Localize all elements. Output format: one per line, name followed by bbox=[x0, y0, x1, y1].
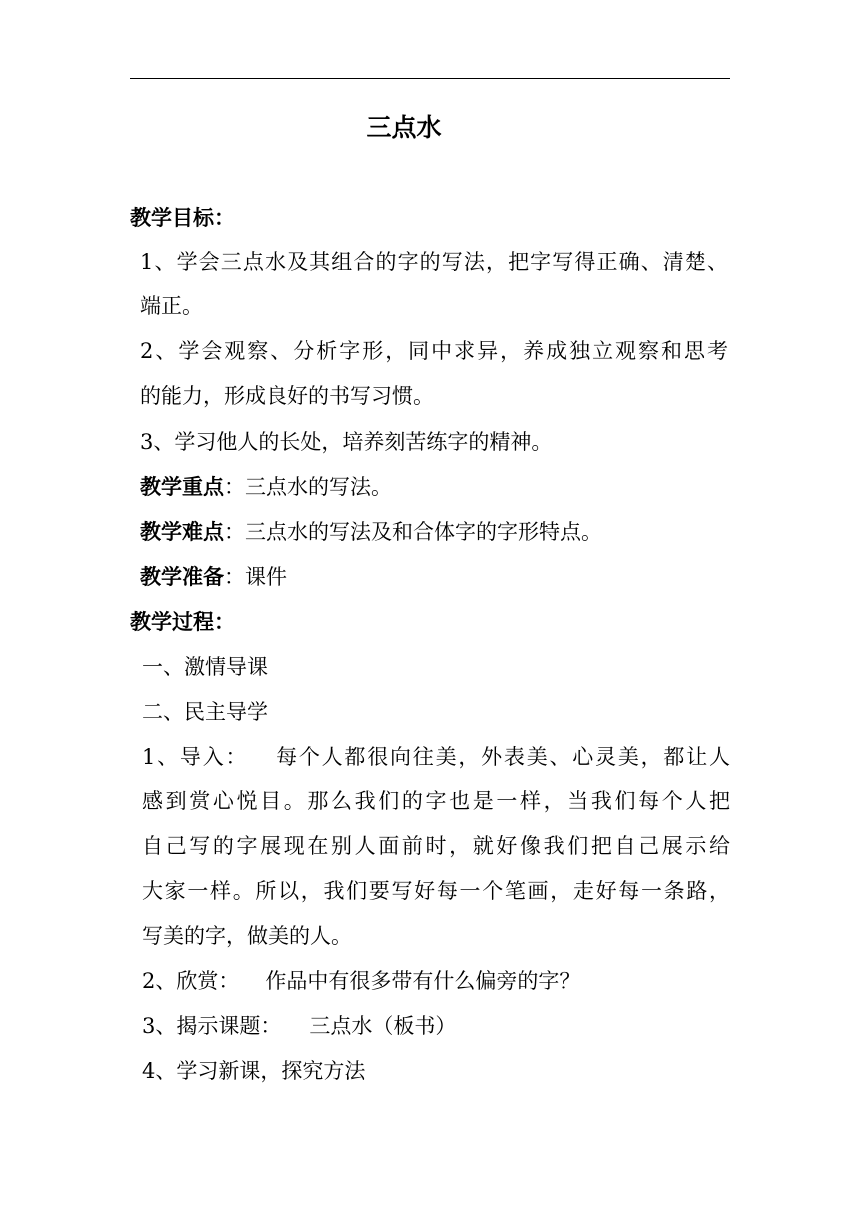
process-part-2: 二、民主导学 bbox=[142, 700, 268, 724]
difficulty-label: 教学难点 bbox=[140, 520, 224, 544]
goal-2-line-1: 2、学会观察、分析字形，同中求异，养成独立观察和思考 bbox=[140, 339, 728, 363]
intro-line-5: 写美的字，做美的人。 bbox=[142, 924, 352, 948]
key-point-row bbox=[140, 472, 392, 502]
intro-line-2: 感到赏心悦目。那么我们的字也是一样，当我们每个人把 bbox=[142, 789, 730, 813]
reveal-row bbox=[142, 1011, 456, 1041]
difficulty-text: ：三点水的写法及和合体字的字形特点。 bbox=[224, 520, 602, 544]
goal-1-line-2: 端正。 bbox=[140, 294, 203, 318]
new-lesson: 4、学习新课，探究方法 bbox=[142, 1059, 366, 1083]
intro-line-4: 大家一样。所以，我们要写好每一个笔画，走好每一条路， bbox=[142, 879, 730, 903]
intro-text: 每个人都很向往美，外表美、心灵美，都让人 bbox=[274, 745, 730, 769]
appreciate-label: 2、欣赏： bbox=[142, 969, 240, 993]
goals-heading: 教学目标： bbox=[130, 206, 235, 230]
goal-2-line-2: 的能力，形成良好的书写习惯。 bbox=[140, 384, 434, 408]
appreciate-text: 作品中有很多带有什么偏旁的字？ bbox=[265, 969, 581, 993]
reveal-text: 三点水（板书） bbox=[309, 1014, 457, 1038]
intro-label: 1、导入： bbox=[142, 745, 249, 769]
key-point-text: ：三点水的写法。 bbox=[224, 475, 392, 499]
document-title: 三点水 bbox=[366, 113, 442, 142]
process-part-1: 一、激情导课 bbox=[142, 655, 268, 679]
preparation-label: 教学准备 bbox=[140, 565, 224, 589]
goal-3: 3、学习他人的长处，培养刻苦练字的精神。 bbox=[140, 430, 553, 454]
reveal-label: 3、揭示课题： bbox=[142, 1014, 282, 1038]
process-heading: 教学过程： bbox=[130, 610, 235, 634]
difficulty-row bbox=[140, 517, 602, 547]
goal-1-line-1: 1、学会三点水及其组合的字的写法，把字写得正确、清楚、 bbox=[140, 250, 728, 274]
header-rule bbox=[130, 78, 730, 79]
intro-line-3: 自己写的字展现在别人面前时，就好像我们把自己展示给 bbox=[142, 834, 730, 858]
key-point-label: 教学重点 bbox=[140, 475, 224, 499]
preparation-row bbox=[140, 562, 287, 592]
appreciate-row bbox=[142, 966, 580, 996]
intro-line-1 bbox=[142, 742, 730, 772]
preparation-text: ：课件 bbox=[224, 565, 287, 589]
